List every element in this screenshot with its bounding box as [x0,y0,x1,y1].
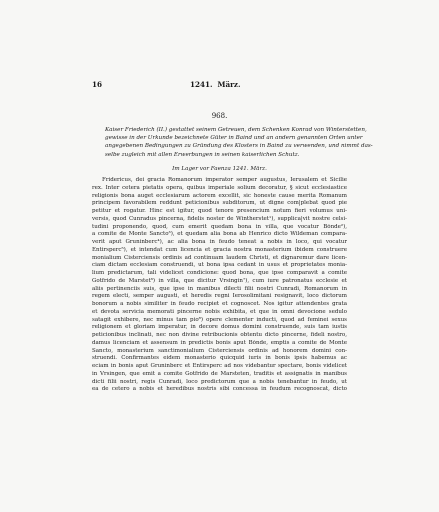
body-text-line: et devota servicia memorati pincerne nobis exhibita, et que in omni devocione sedulo [92,308,347,315]
body-text-line: monialium Cisterciensis ordinis ad continuam laudem Christi, et dignaremur dare licen- [92,254,347,261]
body-text-line: ea de cetero a nobis et heredibus nostris sibi concessa in feudum recognoscat, dicto [92,386,347,393]
body-text-line: Entirsperc⁵), et intendat cum licencia et gracia nostra monasterium ibidem construere [92,246,347,253]
regest-line: angegebenen Bedingungen zu Gründung des Klosters in Baind zu verwenden, und nimmt das- [105,143,373,150]
running-head: 1241. März. [190,80,241,89]
body-text-line: verit aput Gruninberc⁴), ac alia bona in feudo teneat a nobis in loco, qui vocatur [92,239,347,245]
body-text-line: aliis pertinenciis suis, que ipse in manibus dilecti filii nostri Cunradi, Romanorum in [92,285,347,292]
regest-summary [105,126,373,159]
body-text-line: in Vrsingen, que emit a comite Gotfrido de Marsteten, traditis et assignatis in manibus [92,370,347,377]
body-text-line: struendi. Confirmantes eidem monasterio quicquid iuris in bonis ipsis habemus ac [92,355,347,362]
body-text-line: a comite de Monte Sancto³), et quedam alia bona ab Henrico dicto Wildeman compara- [92,231,347,238]
body-text-line: lium predictarum, tali videlicet condicione: quod bona, que ipse comparavit a comite [92,270,347,276]
document-number: 968. [211,112,228,120]
body-text-line: damus licenciam et assensum in predictis bonis aput Bǒnde, emptis a comite de Monte [92,339,347,346]
body-text-line: peticionibus inclinati, nec non divine retribucionis obtentu dicto pincerne, fideli nostro, [92,332,347,338]
regest-line: Kaiser Friederich (II.) gestattet seinem Getreuen, dem Schenken Konrad von Winterstetten, [105,127,367,133]
body-text-line: rex. Inter cetera pietatis opera, quibus imperiale solium decoratur, § sicut ecclesiastice [92,184,347,191]
charter-body-text [92,177,347,394]
body-text-line: religionem et gloriam imperatur, in decore domus domini construende, suis tam iustis [92,324,347,331]
body-text-line: regem electi, semper augusti, et heredis regni Ierosolimitani resignavit, loco dictorum [92,293,347,300]
body-text-line: ciam dictam ecclesiam construendi, ut bona ipsa cedant in usus et proprietates monia- [92,262,347,269]
body-text-line: religionis bona auget ecclesiarum actorem excellit, sic honeste cause merita Romanum [92,192,347,199]
dateline: Im Lager vor Faenza 1241. März. [172,166,267,172]
body-text-line: tudini proponendo, quod, cum emerit quedam bona in villa, que vocatur Bǒnde²), [92,223,347,230]
body-text-line: bonorum a nobis similiter in feudo recipiet et cognoscet. Nos igitur attendentes grata [92,301,347,307]
page-header [92,80,347,90]
page-number: 16 [92,80,103,89]
body-text-line: Sancto, monasterium sanctimonialium Cisterciensis ordinis ad honorem domini con- [92,347,347,354]
regest-line: selbe zugleich mit allen Erwerbungen in seinen kaiserlichen Schutz. [105,151,300,158]
body-text-line: dicti filii nostri, regis Cunradi, loco predictorum que a nobis tenebantur in feudo, ut [92,378,347,385]
body-text-line: principem favorabilem reddunt peticionibus subditorum, ut digne com|plebat quod pie [92,200,347,207]
body-text-line: Fridericus, dei gracia Romanorum imperator semper augustus, Ierusalem et Sicilie [102,177,347,183]
regest-line: gewisse in der Urkunde bezeichnete Güter in Baind und an andern genannten Orten unter [105,135,363,142]
body-text-line: Gotfrido de Marstet⁶) in villa, que dicitur Vrsingin⁷), cum iure patronatus ecclesie et [92,277,347,284]
body-text-line: satagit exhibere, nec minus tam pio⁸) opere clementer inducti, quod ad feminei sexus [92,316,347,323]
body-text-line: versis, quod Cunradus pincerna, fidelis noster de Wintherstet¹), supplica|vit nostre celsi- [92,215,347,222]
body-text-line: eciam in bonis aput Gruninberc et Entirsperc ad nos videbantur spectare, bonis videlicet [92,363,347,369]
body-text-line: petitur et rogatur. Hinc est igitur, quod tenore presencium notum fieri volumus uni- [92,208,347,214]
